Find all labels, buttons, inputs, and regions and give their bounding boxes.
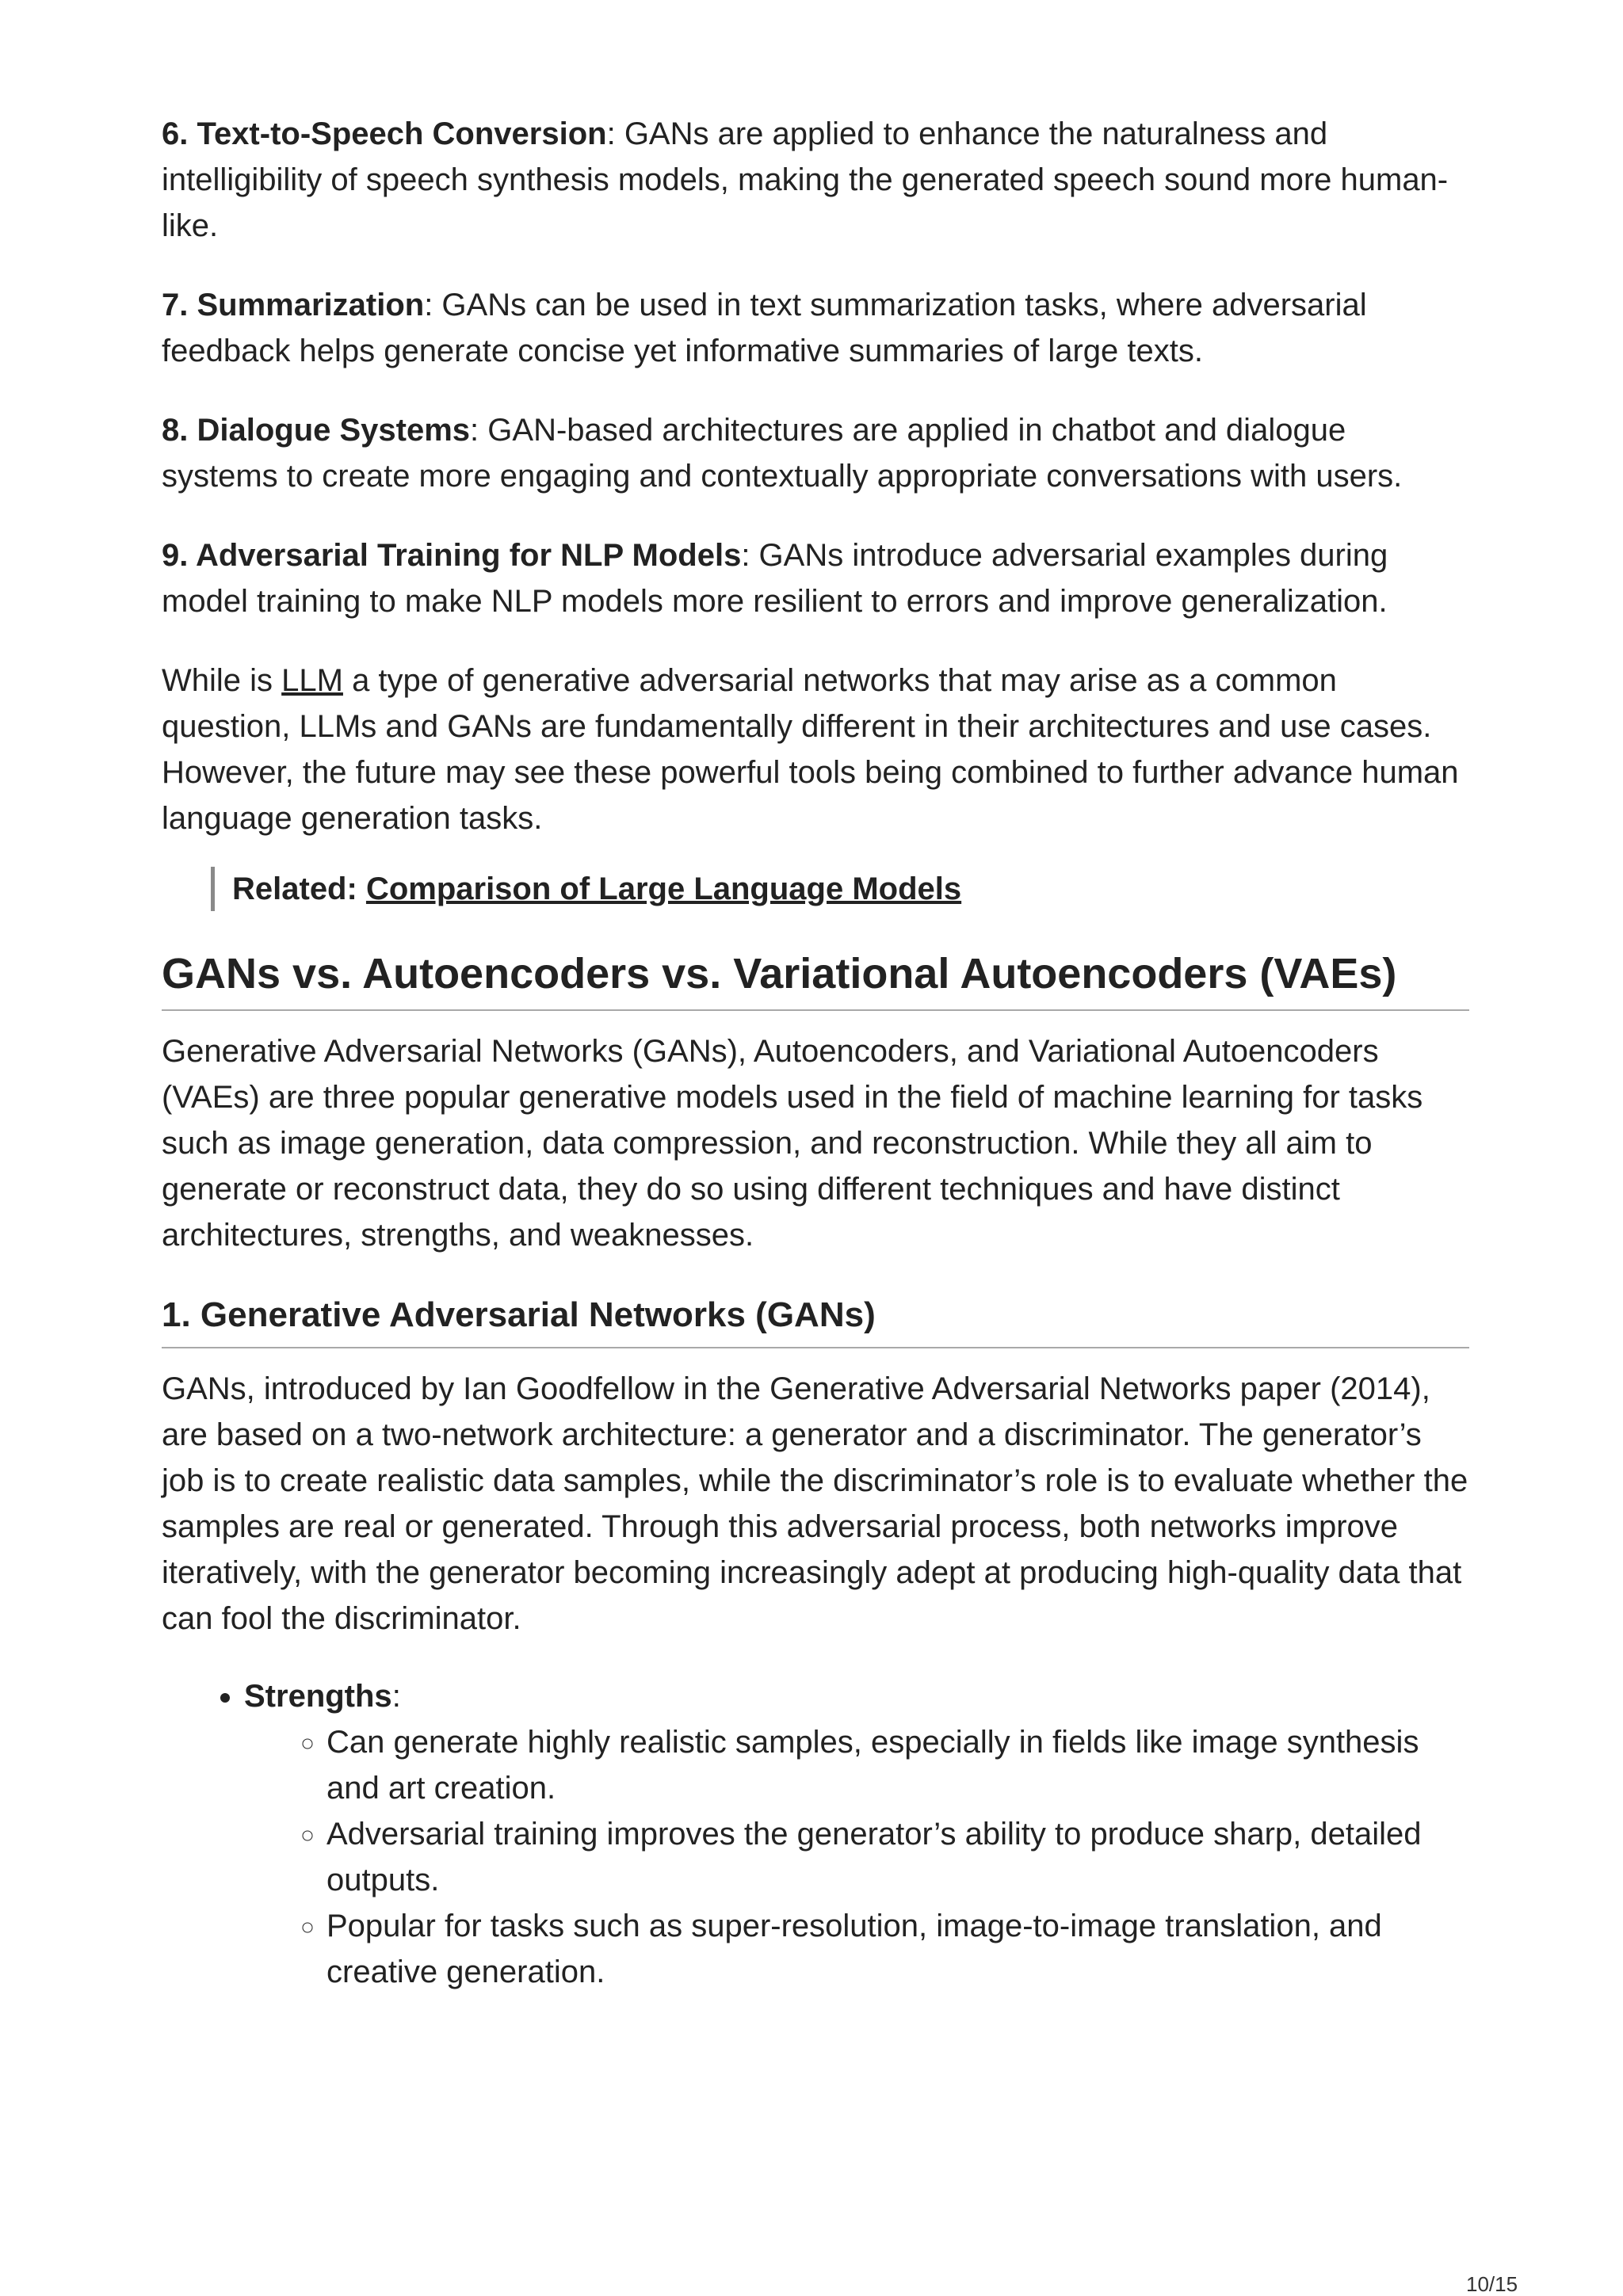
related-link[interactable]: Comparison of Large Language Models [365,871,962,906]
paragraph-title: 7. Summarization [162,288,425,322]
list-item: ◦ Adversarial training improves the generator’s ability to produce sharp, detailed outputs. [327,1811,1469,1903]
llm-paragraph [162,658,1469,841]
list-paragraph [162,282,1469,374]
paragraph-title: 8. Dialogue Systems [162,413,471,448]
related-label: Related: [232,871,366,906]
list-paragraph [162,407,1469,499]
paragraph-text: : GAN-based architectures are applied in chatbot and dialogue systems to create more engaging and contextually appropriate conversations with users. [162,413,1403,494]
llm-paragraph-after: a type of generative adversarial networks that may arise as a common question, LLMs and GANs are fundamentally different in their architectures and use cases. However, the future may see these powerful tools being combined to further advance human language generation tasks. [162,663,1459,836]
list-item: ◦ Popular for tasks such as super-resolution, image-to-image translation, and creative generation. [327,1903,1469,1995]
list-item: ◦ Can generate highly realistic samples, especially in fields like image synthesis and art creation. [327,1719,1469,1811]
document-body [162,111,1469,1995]
strengths-colon: : [391,1679,401,1714]
llm-paragraph-before: While is [162,663,282,698]
strengths-sublist [244,1719,1469,1995]
paragraph-text: : GANs introduce adversarial examples during model training to make NLP models more resilient to errors and improve generalization. [162,538,1388,619]
paragraph-text: : GANs can be used in text summarization tasks, where adversarial feedback helps generate concise yet informative summaries of large texts. [162,288,1367,368]
list-paragraph [162,111,1469,249]
section-intro: Generative Adversarial Networks (GANs), Autoencoders, and Variational Autoencoders (VAEs) are three popular generative models used in the field of machine learning for tasks such as image generation, data compression, and reconstruction. While they all aim to generate or reconstruct data, they do so using different techniques and have distinct architectures, strengths, and weaknesses. [162,1034,1423,1253]
subsection-heading: 1. Generative Adversarial Networks (GANs) [162,1291,1469,1348]
page-number: 10/15 [1466,2272,1518,2296]
strengths-item [244,1673,1469,1995]
strengths-label: Strengths [244,1679,392,1714]
subsection-body: GANs, introduced by Ian Goodfellow in the Generative Adversarial Networks paper (2014), are based on a two-network architecture: a generator and a discriminator. The generator’s job is to create realistic data samples, while the discriminator’s role is to evaluate whether the samples are real or generated. Through this adversarial process, both networks improve iteratively, with the generator becoming increasingly adept at producing high-quality data that can fool the discriminator. [162,1371,1468,1636]
list-paragraph [162,532,1469,624]
related-callout [211,867,1469,911]
paragraph-text: : GANs are applied to enhance the naturalness and intelligibility of speech synthesis models, making the generated speech sound more human-like. [162,116,1449,243]
paragraph-title: 6. Text-to-Speech Conversion [162,116,607,151]
paragraph-title: 9. Adversarial Training for NLP Models [162,538,742,573]
section-heading: GANs vs. Autoencoders vs. Variational Autoencoders (VAEs) [162,946,1469,1011]
llm-link[interactable]: LLM [281,663,343,698]
strengths-list [162,1673,1469,1995]
